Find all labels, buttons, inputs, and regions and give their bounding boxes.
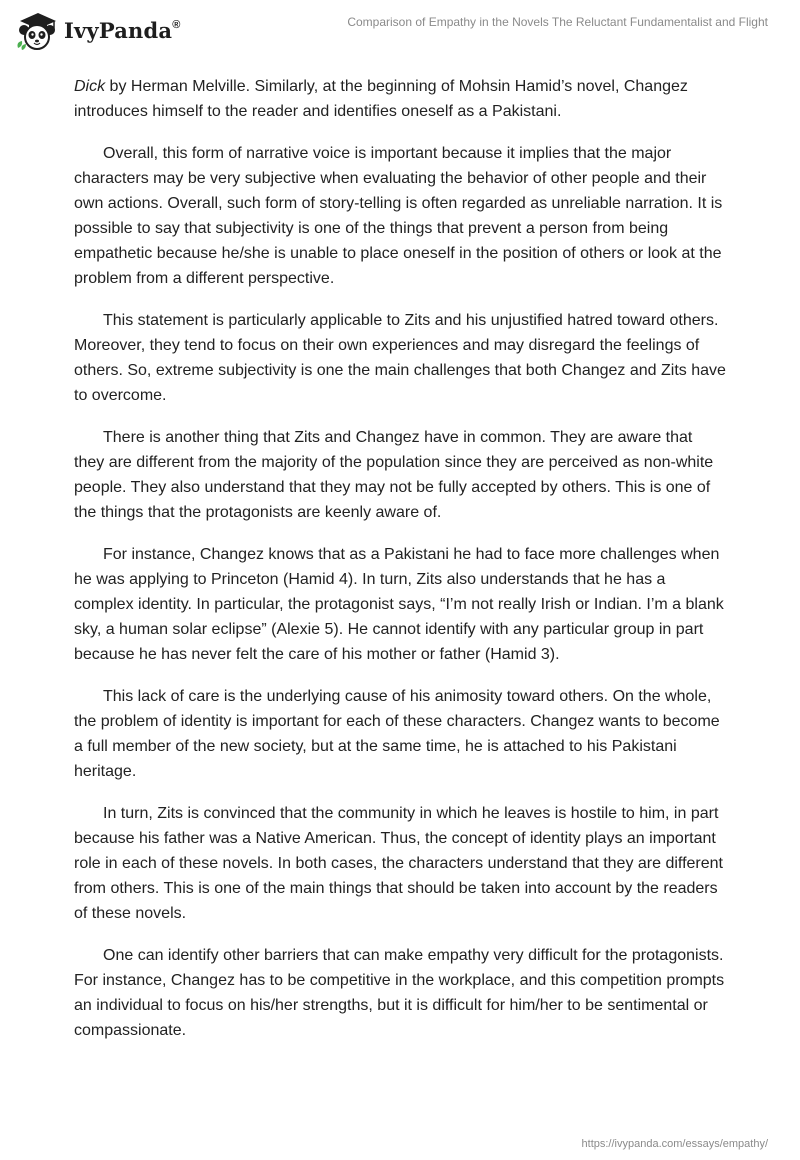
page-header: [0, 0, 800, 60]
registered-mark: ®: [172, 18, 181, 31]
paragraph: In turn, Zits is convinced that the community in which he leaves is hostile to him, in part because his father was a Native American. Thus, the concept of identity plays an important role in each of these novels. In both cases, the characters understand that they are different from others. This is one of the main things that should be taken into account by the readers of these novels.: [74, 805, 723, 922]
paragraph: For instance, Changez knows that as a Pakistani he had to face more challenges when he was applying to Princeton (Hamid 4). In turn, Zits also understands that he has a complex identity. In particular, the protagonist says, “I’m not really Irish or Indian. I’m a blank sky, a human solar eclipse” (Alexie 5). He cannot identify with any particular group in part because he has never felt the care of his mother or father (Hamid 3).: [74, 546, 724, 663]
document-title: Comparison of Empathy in the Novels The Reluctant Fundamentalist and Flight: [347, 15, 768, 29]
paragraph-continued: [74, 74, 726, 124]
essay-body: [74, 74, 726, 1060]
source-url[interactable]: https://ivypanda.com/essays/empathy/: [581, 1138, 768, 1150]
paragraph-text: by Herman Melville. Similarly, at the beginning of Mohsin Hamid’s novel, Changez introduces himself to the reader and identifies oneself as a Pakistani.: [74, 78, 688, 120]
panda-graduate-icon: [14, 8, 58, 52]
paragraph: This lack of care is the underlying cause of his animosity toward others. On the whole, the problem of identity is important for each of these characters. Changez wants to become a full member of the new society, but at the same time, he is attached to his Pakistani heritage.: [74, 688, 720, 780]
logo-text: IvyPanda: [64, 17, 173, 43]
paragraph: Overall, this form of narrative voice is important because it implies that the major characters may be very subjective when evaluating the behavior of other people and their own actions. Overall, such form of story-telling is often regarded as unreliable narration. It is possible to say that subjectivity is one of the things that prevent a person from being empathetic because he/she is unable to place oneself in the position of others or look at the problem from a different perspective.: [74, 145, 723, 287]
paragraph: There is another thing that Zits and Changez have in common. They are aware that they are different from the majority of the population since they are perceived as non-white people. They also understand that they may not be fully accepted by others. This is one of the things that the protagonists are keenly aware of.: [74, 429, 714, 521]
ivypanda-logo[interactable]: [14, 8, 181, 52]
logo-wordmark: [64, 18, 181, 43]
paragraph: This statement is particularly applicable to Zits and his unjustified hatred toward others. Moreover, they tend to focus on their own experiences and may disregard the feelings of others. So, extreme subjectivity is one the main challenges that both Changez and Zits have to overcome.: [74, 312, 726, 404]
paragraph: One can identify other barriers that can make empathy very difficult for the protagonists. For instance, Changez has to be competitive in the workplace, and this competition prompts an individual to focus on his/her strengths, but it is difficult for him/her to be sentimental or compassionate.: [74, 947, 725, 1039]
book-title-fragment: Dick: [74, 78, 106, 95]
